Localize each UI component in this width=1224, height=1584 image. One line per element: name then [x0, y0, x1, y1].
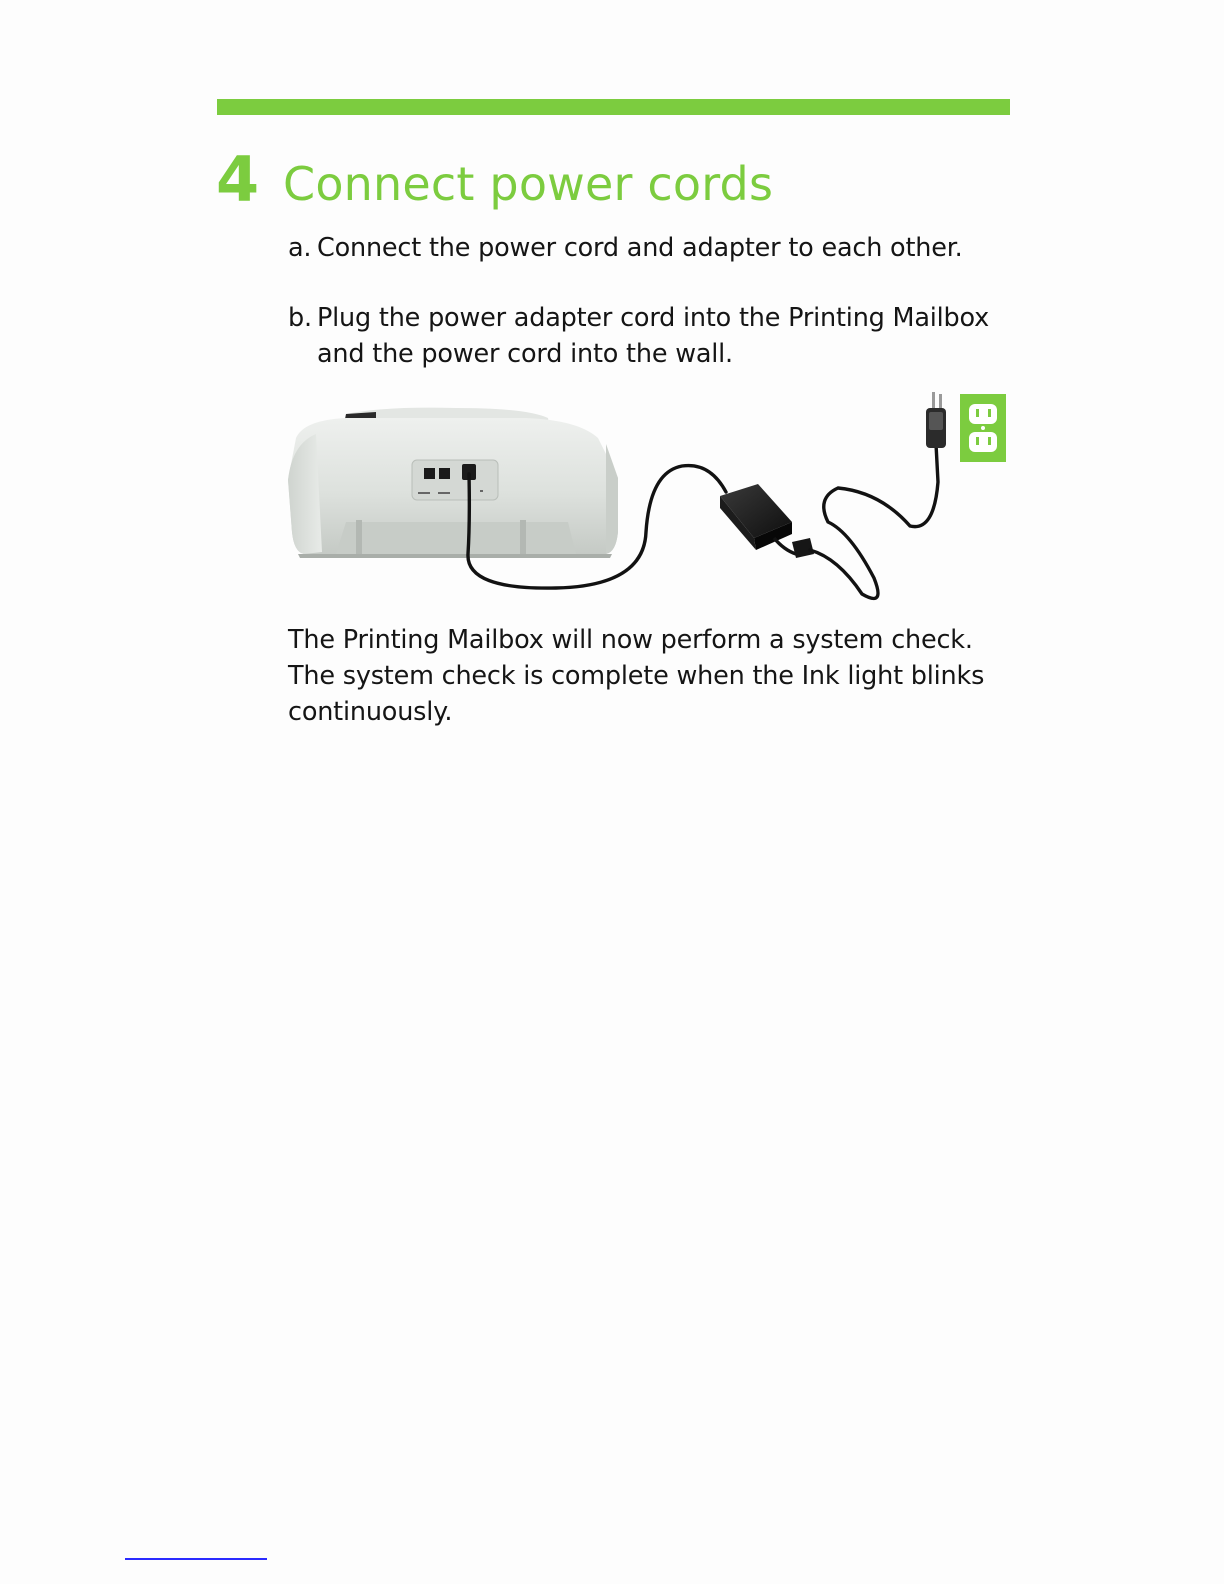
instruction-marker: a.: [288, 233, 312, 263]
system-check-note: The Printing Mailbox will now perform a system check. The system check is complete when the Ink light blinks continuously.: [288, 625, 985, 727]
wall-plug-image: [926, 392, 946, 448]
instruction-marker: b.: [288, 303, 312, 333]
printer-image: [288, 408, 618, 558]
section-color-bar: [217, 99, 1010, 115]
step-number: 4: [216, 143, 260, 216]
footnote-divider: [125, 1558, 267, 1560]
power-adapter-image: [720, 484, 792, 550]
instruction-text: Plug the power adapter cord into the Printing Mailbox and the power cord into the wall.: [317, 303, 990, 369]
instruction-text: Connect the power cord and adapter to each other.: [317, 233, 963, 263]
step-title: Connect power cords: [283, 157, 774, 211]
power-connection-illustration: [226, 382, 1032, 618]
instruction-b: [288, 300, 1008, 372]
wall-outlet-icon: [960, 394, 1006, 462]
power-cord: [810, 444, 938, 598]
connector-plug-image: [792, 538, 814, 558]
instruction-a: [288, 230, 1008, 266]
